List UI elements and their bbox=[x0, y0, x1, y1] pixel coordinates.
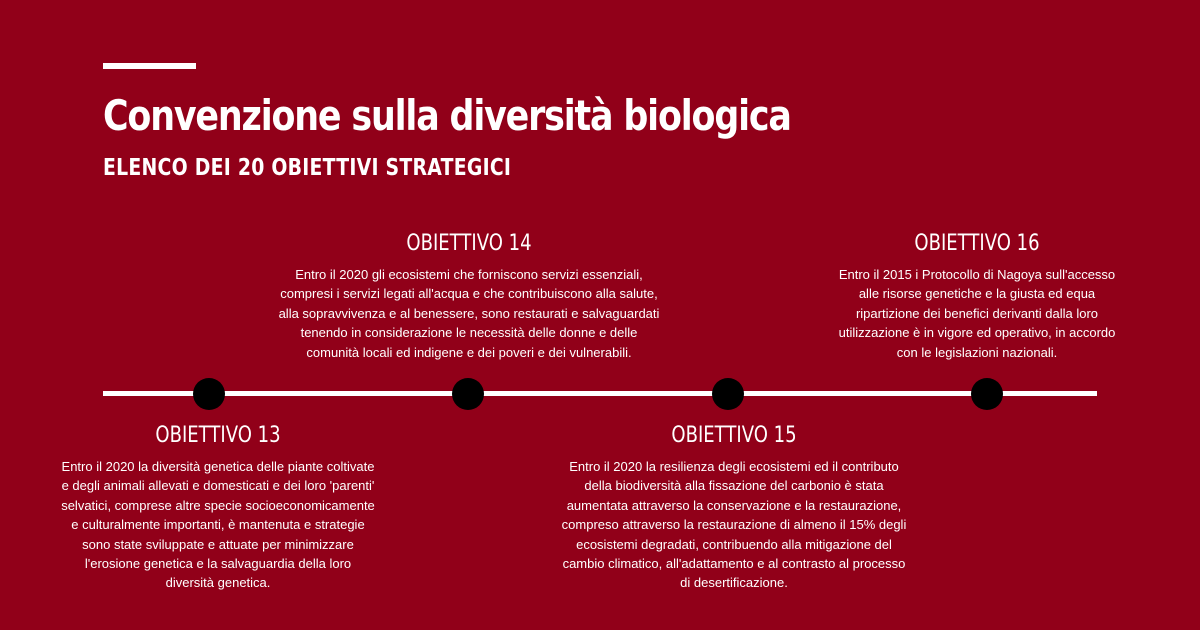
objective-description: Entro il 2020 la resilienza degli ecosistemi ed il contributo della biodiversità alla fissazione del carbonio è stata aumentata attraverso la conservazione e la restaurazione, compreso attraverso la restaurazione di almeno il 15% degli ecosistemi degradati, contribuendo alla mitigazione del cambio climatico, all'adattamento e al contrasto al processo di desertificazione. bbox=[561, 459, 907, 591]
page-title: Convenzione sulla diversità biologica bbox=[103, 91, 791, 140]
objective-title: OBIETTIVO 14 bbox=[406, 231, 532, 256]
timeline-node-15 bbox=[712, 378, 744, 410]
objective-description: Entro il 2020 gli ecosistemi che forniscono servizi essenziali, compresi i servizi legati all'acqua e che contribuiscono alla salute, alla sopravvivenza e al benessere, sono restaurati e salvaguardati tenendo in considerazione le necessità delle donne e delle comunità locali ed indigene e dei poveri e dei vulnerabili. bbox=[278, 267, 660, 360]
title-accent-bar bbox=[103, 63, 196, 69]
objective-card-15 bbox=[558, 421, 910, 593]
timeline-node-14 bbox=[452, 378, 484, 410]
timeline-node-13 bbox=[193, 378, 225, 410]
objective-description: Entro il 2020 la diversità genetica delle piante coltivate e degli animali allevati e domesticati e dei loro 'parenti' selvatici, comprese altre specie socioeconomicamente e culturalmente importanti, è mantenuta e strategie sono state sviluppate e attuate per minimizzare l'erosione genetica e la salvaguardia della loro diversità genetica. bbox=[61, 459, 375, 591]
objective-title: OBIETTIVO 13 bbox=[155, 423, 281, 448]
objective-card-14 bbox=[276, 229, 662, 362]
objective-title: OBIETTIVO 15 bbox=[671, 423, 797, 448]
timeline-node-16 bbox=[971, 378, 1003, 410]
objective-card-16 bbox=[832, 229, 1122, 362]
objective-title: OBIETTIVO 16 bbox=[914, 231, 1040, 256]
timeline-line bbox=[103, 391, 1097, 396]
objective-card-13 bbox=[60, 421, 376, 593]
objective-description: Entro il 2015 i Protocollo di Nagoya sull'accesso alle risorse genetiche e la giusta ed equa ripartizione dei benefici derivanti dalla loro utilizzazione è in vigore ed operativo, in accordo con le legislazioni nazionali. bbox=[838, 267, 1116, 360]
page-subtitle: ELENCO DEI 20 OBIETTIVI STRATEGICI bbox=[103, 155, 512, 181]
